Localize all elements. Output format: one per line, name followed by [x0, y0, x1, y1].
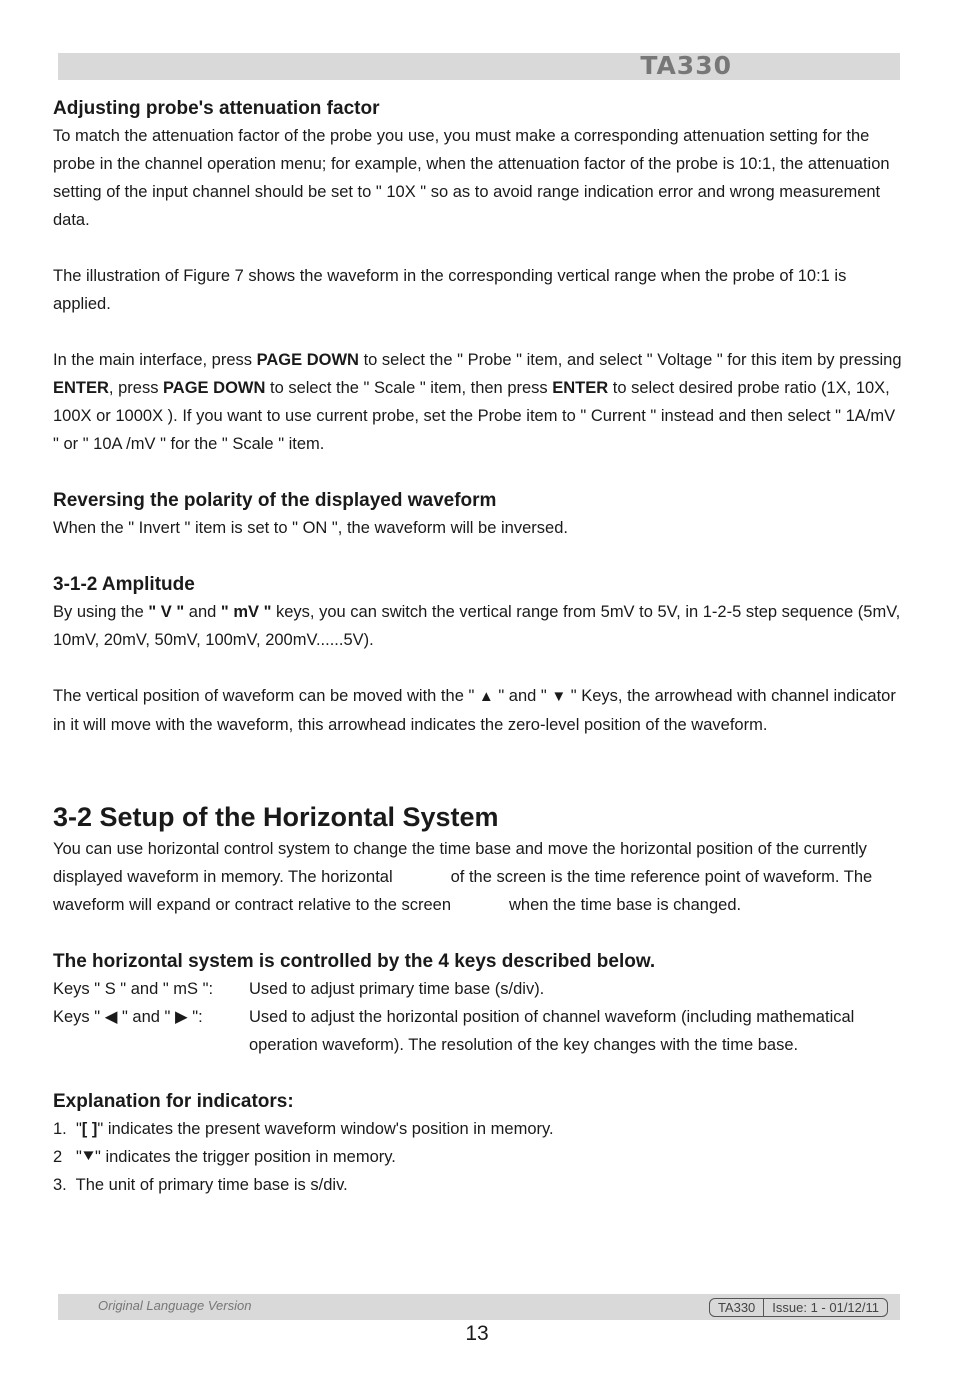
- polarity-heading: Reversing the polarity of the displayed waveform: [53, 490, 497, 511]
- horizontal-heading: 3-2 Setup of the Horizontal System: [53, 802, 499, 832]
- list-item: 3. The unit of primary time base is s/div.: [53, 1176, 348, 1194]
- probe-paragraph-1: To match the attenuation factor of the probe you use, you must make a corresponding attenuation setting for the probe in the channel operation menu; for example, when the attenuation factor of the probe is 10:1, the attenuation setting of the input channel should be set to " 10X " so as to avoid range indication error and wrong measurement data.: [53, 127, 890, 229]
- page-number: 13: [465, 1322, 489, 1345]
- probe-text-segment: ENTER: [53, 379, 109, 397]
- footer-badge: [709, 1298, 888, 1317]
- probe-text-segment: to select the " Probe " item, and select " Voltage " for this item by pressing: [358, 351, 902, 369]
- footer-bar: [58, 1294, 900, 1320]
- probe-text-segment: In the main interface, press: [53, 351, 257, 369]
- probe-paragraph-2: The illustration of Figure 7 shows the waveform in the corresponding vertical range when the probe of 10:1 is applied.: [53, 267, 847, 313]
- probe-text-segment: PAGE DOWN: [256, 351, 359, 369]
- probe-text-segment: ENTER: [552, 379, 609, 397]
- keys-heading: The horizontal system is controlled by the 4 keys described below.: [53, 951, 656, 972]
- probe-text-segment: , press: [108, 379, 164, 397]
- page-content: [53, 96, 905, 1199]
- header-bar: [58, 53, 900, 80]
- key-row: Keys " ◀ " and " ▶ ": Used to adjust the horizontal position of channel waveform (including mathematical operation waveform). The resolution of the key changes with the time base.: [53, 1008, 855, 1054]
- indicators-list: [53, 1115, 905, 1199]
- indicators-heading: Explanation for indicators:: [53, 1091, 294, 1112]
- amplitude-paragraph-1: By using the " V " and " mV " keys, you can switch the vertical range from 5mV to 5V, in 1-2-5 step sequence (5mV, 10mV, 20mV, 50mV, 100mV, 200mV......5V).: [53, 603, 901, 649]
- amplitude-heading: 3-1-2 Amplitude: [53, 574, 195, 595]
- footer-issue: Issue: 1 - 01/12/11: [763, 1299, 887, 1316]
- horizontal-paragraph: You can use horizontal control system to change the time base and move the horizontal position of the currently displayed waveform in memory. The horizontal of the screen is the time reference point of waveform. The waveform will expand or contract relative to the screen when the time base is changed.: [53, 840, 873, 914]
- key-row: Keys " S " and " mS ": Used to adjust primary time base (s/div).: [53, 980, 545, 998]
- probe-text-segment: to select the " Scale " item, then press: [265, 379, 553, 397]
- probe-heading: Adjusting probe's attenuation factor: [53, 98, 380, 119]
- down-arrow-icon: ▼: [551, 688, 567, 705]
- footer-model: TA330: [717, 1300, 756, 1315]
- header-title: TA330: [640, 51, 732, 80]
- list-item: 1. "[ ]" indicates the present waveform window's position in memory.: [53, 1120, 554, 1138]
- up-arrow-icon: ▲: [478, 688, 494, 705]
- window-bracket-icon: [ ]: [81, 1120, 98, 1138]
- probe-text-segment: to select desired probe ratio (1X, 10X, 100X or 1000X ). If you want to use current probe, set the Probe item to " Current " instead and then select " 1A/mV " or " 10A /mV " for the " Scale " item.: [53, 379, 896, 453]
- trigger-marker-icon: ⯆: [81, 1148, 96, 1166]
- keys-list: [53, 975, 905, 1059]
- probe-paragraph-3: [53, 346, 905, 458]
- footer-language-note: Original Language Version: [98, 1298, 252, 1313]
- amplitude-paragraph-2: The vertical position of waveform can be moved with the " ▲ " and " ▼ " Keys, the arrowhead with channel indicator in it will move with the waveform, this arrowhead indicates the zero-level position of the waveform.: [53, 687, 896, 734]
- list-item: 2 "⯆" indicates the trigger position in memory.: [53, 1148, 396, 1166]
- polarity-paragraph: When the " Invert " item is set to " ON ", the waveform will be inversed.: [53, 519, 568, 537]
- probe-text-segment: PAGE DOWN: [163, 379, 266, 397]
